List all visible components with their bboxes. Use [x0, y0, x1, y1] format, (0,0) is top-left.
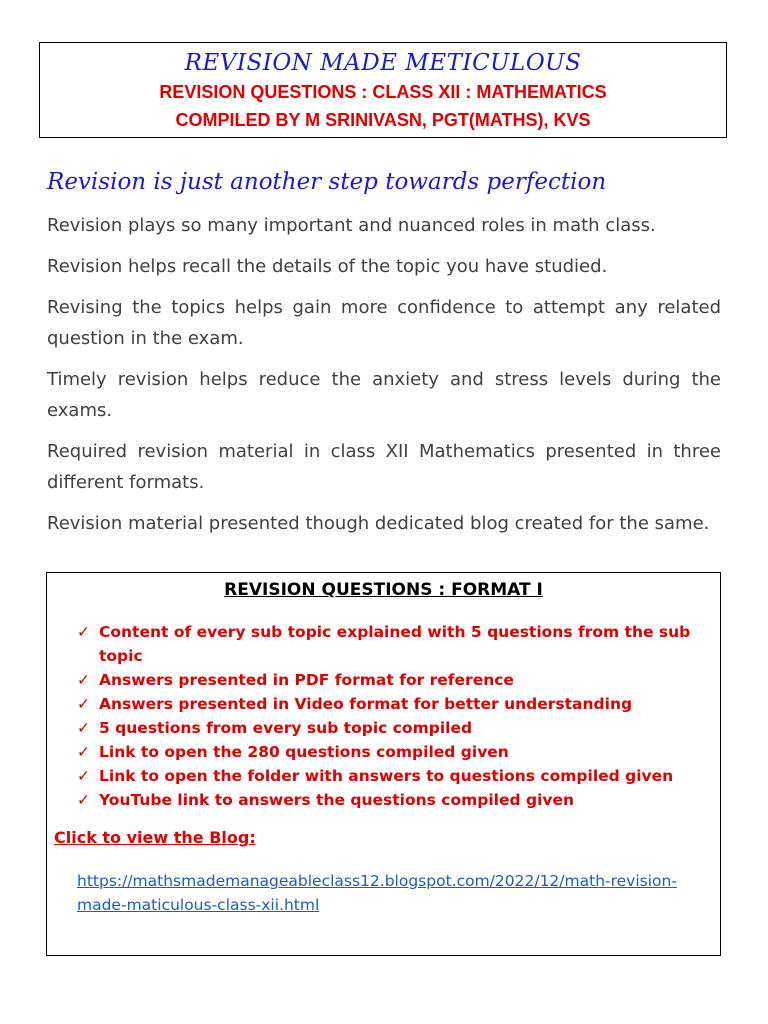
paragraph: Revising the topics helps gain more confidence to attempt any related question in the exam. [47, 297, 721, 349]
checklist-item [77, 692, 720, 716]
check-icon: ✓ [77, 743, 90, 761]
blog-label: Click to view the Blog: [54, 828, 256, 847]
paragraph: Revision helps recall the details of the topic you have studied. [47, 256, 608, 277]
checklist-item-text: Content of every sub topic explained with 5 questions from the sub topic [99, 623, 691, 665]
header-box [39, 42, 727, 138]
check-icon: ✓ [77, 671, 90, 689]
checklist-item [77, 740, 720, 764]
check-icon: ✓ [77, 719, 90, 737]
check-icon: ✓ [77, 791, 90, 809]
checklist-item [77, 668, 720, 692]
intro-paragraphs [47, 210, 721, 549]
check-icon: ✓ [77, 623, 90, 641]
checklist-item [77, 620, 720, 668]
check-icon: ✓ [77, 695, 90, 713]
header-subtitle-author: COMPILED BY M SRINIVASN, PGT(MATHS), KVS [175, 110, 591, 130]
header-subtitle-class: REVISION QUESTIONS : CLASS XII : MATHEMATICS [159, 82, 607, 102]
format-box [46, 572, 721, 956]
checklist-item-text: 5 questions from every sub topic compiled [99, 719, 473, 737]
blog-link[interactable]: https://mathsmademanageableclass12.blogspot.com/2022/12/math-revision-made-maticulous-class-xii.html [77, 872, 677, 914]
checklist-item-text: Link to open the folder with answers to questions compiled given [99, 767, 674, 785]
checklist-item [77, 764, 720, 788]
banner-title: REVISION MADE METICULOUS [184, 50, 582, 76]
checklist-item [77, 716, 720, 740]
checklist-item-text: Answers presented in PDF format for reference [99, 671, 514, 689]
paragraph: Required revision material in class XII Mathematics presented in three different formats. [47, 441, 721, 493]
checklist-item-text: Answers presented in Video format for better understanding [99, 695, 633, 713]
tagline: Revision is just another step towards perfection [47, 169, 607, 195]
feature-checklist [47, 620, 720, 812]
checklist-item-text: Link to open the 280 questions compiled given [99, 743, 509, 761]
format-title: REVISION QUESTIONS : FORMAT I [224, 580, 543, 600]
paragraph: Revision material presented though dedicated blog created for the same. [47, 513, 710, 534]
check-icon: ✓ [77, 767, 90, 785]
paragraph: Revision plays so many important and nuanced roles in math class. [47, 215, 656, 236]
checklist-item [77, 788, 720, 812]
checklist-item-text: YouTube link to answers the questions compiled given [99, 791, 575, 809]
paragraph: Timely revision helps reduce the anxiety and stress levels during the exams. [47, 369, 721, 421]
